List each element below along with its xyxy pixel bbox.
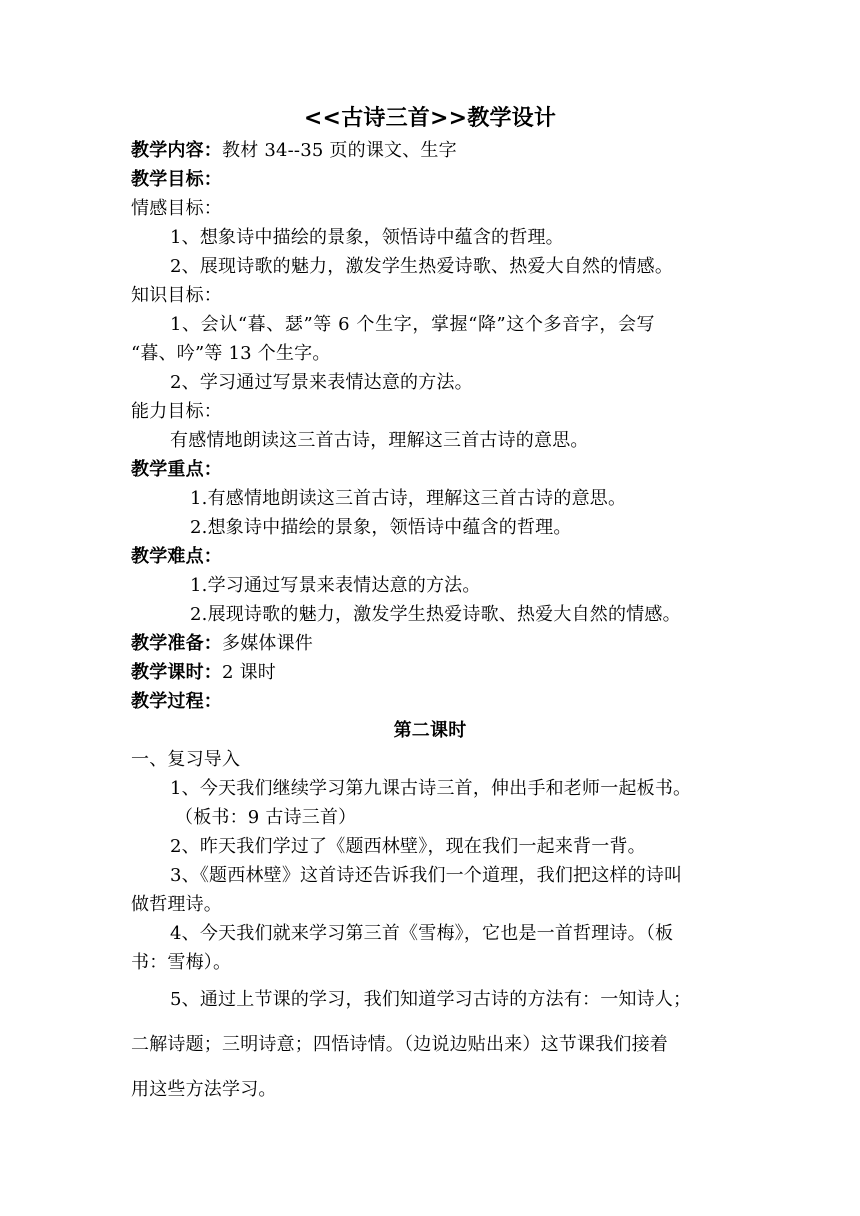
teaching-content-label: 教学内容： [131,140,222,161]
knowledge-objective-label: 知识目标： [131,285,222,306]
section-1-p1-line-1: 1、今天我们继续学习第九课古诗三首，伸出手和老师一起板书。 [170,778,692,799]
emotion-objective-item-2: 2、展现诗歌的魅力，激发学生热爱诗歌、热爱大自然的情感。 [170,256,674,277]
teaching-content [131,136,741,166]
knowledge-objective-item-1-line-1: 1、会认“暮、瑟”等 6 个生字，掌握“降”这个多音字，会写 [170,314,656,335]
section-1-p3-line-2: 做哲理诗。 [131,894,222,915]
key-points-label: 教学重点： [131,459,222,480]
section-1-p5-line-2: 二解诗题；三明诗意；四悟诗情。（边说边贴出来）这节课我们接着 [131,1034,668,1055]
teaching-preparation [131,629,741,659]
emotion-objective-item-1: 1、想象诗中描绘的景象，领悟诗中蕴含的哲理。 [170,227,564,248]
knowledge-objective-item-2: 2、学习通过写景来表情达意的方法。 [170,372,473,393]
section-1-p5-line-1: 5、通过上节课的学习，我们知道学习古诗的方法有：一知诗人； [170,989,692,1010]
section-1-p3-line-1: 3、《题西林壁》这首诗还告诉我们一个道理，我们把这样的诗叫 [170,865,683,886]
section-1-heading: 一、复习导入 [131,749,241,770]
process-label: 教学过程： [131,691,222,712]
difficulties-label: 教学难点： [131,546,222,567]
hours-text: 2 课时 [222,662,276,683]
teaching-content-text: 教材 34--35 页的课文、生字 [222,140,457,161]
emotion-objective-label: 情感目标： [131,198,222,219]
difficulty-item-1: 1.学习通过写景来表情达意的方法。 [190,575,481,596]
teaching-hours [131,658,741,688]
preparation-label: 教学准备： [131,633,222,654]
section-1-p5-line-3: 用这些方法学习。 [131,1079,277,1100]
section-1-p1-line-2: （板书：9 古诗三首） [175,807,357,828]
difficulty-item-2: 2.展现诗歌的魅力，激发学生热爱诗歌、热爱大自然的情感。 [190,604,681,625]
lesson-title: 第二课时 [393,720,467,741]
objectives-label: 教学目标： [131,169,222,190]
section-1-p4-line-1: 4、今天我们就来学习第三首《雪梅》，它也是一首哲理诗。（板 [170,923,674,944]
hours-label: 教学课时： [131,662,222,683]
section-1-p4-line-2: 书：雪梅）。 [131,952,232,973]
ability-objective-label: 能力目标： [131,401,222,422]
document-title: <<古诗三首>>教学设计 [303,106,557,131]
preparation-text: 多媒体课件 [222,633,313,654]
key-point-item-2: 2.想象诗中描绘的景象，领悟诗中蕴含的哲理。 [190,517,572,538]
key-point-item-1: 1.有感情地朗读这三首古诗，理解这三首古诗的意思。 [190,488,627,509]
section-1-p2: 2、昨天我们学过了《题西林壁》，现在我们一起来背一背。 [170,836,646,857]
knowledge-objective-item-1-line-2: “暮、吟”等 13 个生字。 [131,343,331,364]
ability-objective-text: 有感情地朗读这三首古诗，理解这三首古诗的意思。 [170,430,589,451]
